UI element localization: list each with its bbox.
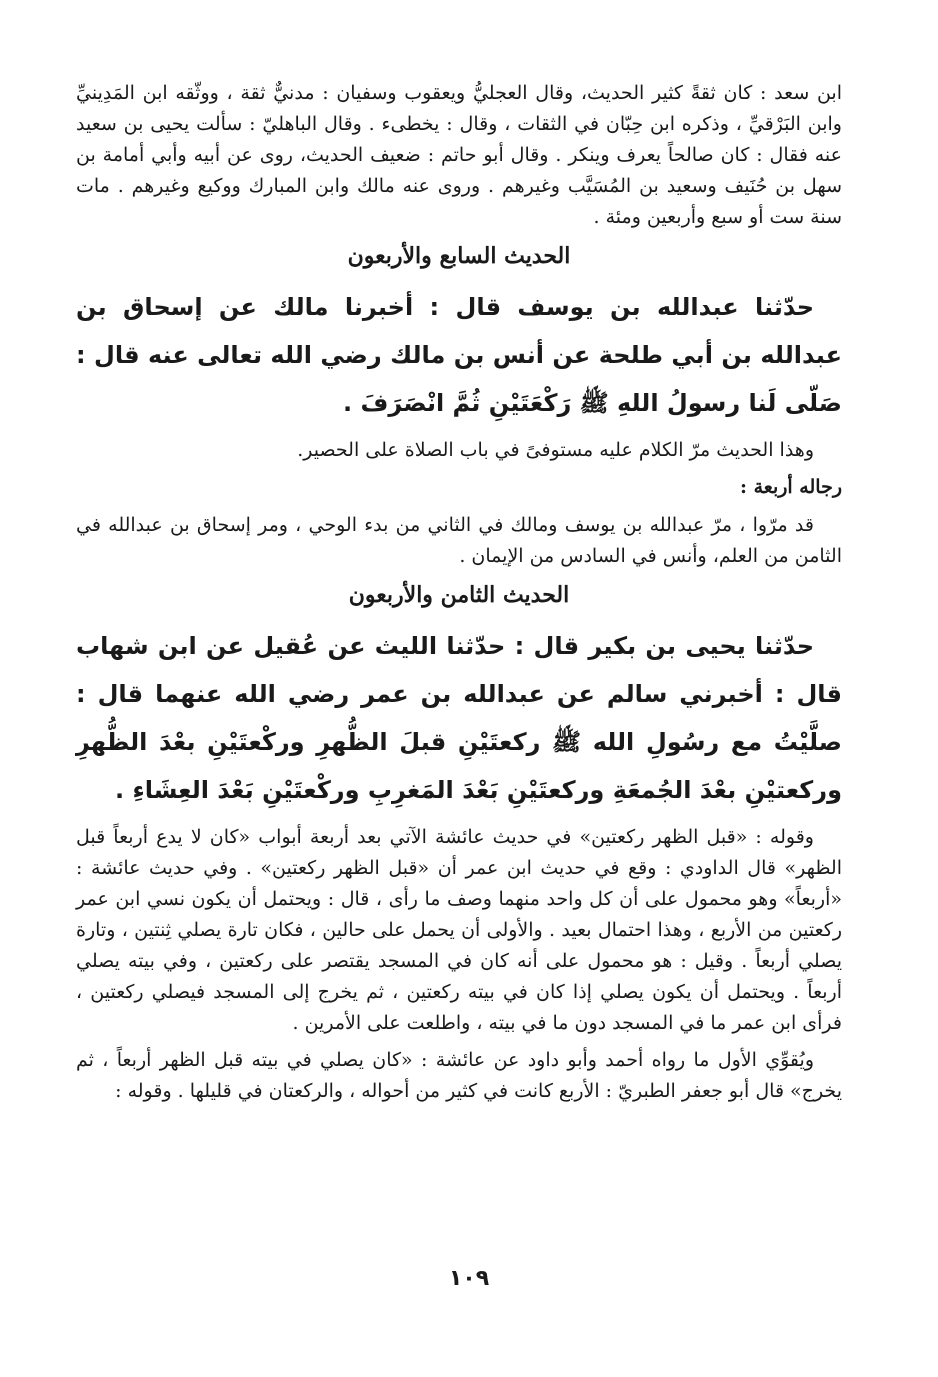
paragraph-narrators-47: قد مرّوا ، مرّ عبدالله بن يوسف ومالك في الثاني من بدء الوحي ، ومر إسحاق بن عبدالله في الثامن من العلم، وأنس في السادس من الإيمان .: [76, 514, 842, 567]
paragraph-narrator-bio: ابن سعد : كان ثقةً كثير الحديث، وقال العجليُّ ويعقوب وسفيان : مدنيٌّ ثقة ، ووثّقه ابن المَدِينيِّ وابن البَرْقيِّ ، وذكره ابن حِبّان في الثقات ، وقال : يخطىء . وقال الباهليّ : سألت يحيى بن سعيد عنه فقال : كان صالحاً يعرف وينكر . وقال أبو حاتم : ضعيف الحديث، روى عن أبيه وأبي أمامة بن سهل بن حُنَيف وسعيد بن المُسَيَّب وغيرهم . وروى عنه مالك وابن المبارك ووكيع وغيرهم . مات سنة ست أو سبع وأربعين ومئة .: [76, 82, 842, 228]
paragraph-commentary-47: وهذا الحديث مرّ الكلام عليه مستوفىً في باب الصلاة على الحصير.: [297, 439, 814, 461]
subheading-narrators: رجاله أربعة :: [739, 476, 842, 498]
heading-hadith-48: الحديث الثامن والأربعون: [348, 582, 570, 608]
page-number: ١٠٩: [448, 1266, 490, 1291]
page-body: [76, 78, 842, 1113]
paragraph-commentary-48: وقوله : «قبل الظهر ركعتين» في حديث عائشة الآتي بعد أربعة أبواب «كان لا يدع أربعاً قبل الظهر» قال الداودي : وقع في حديث ابن عمر أن «قبل الظهر ركعتين» . وفي حديث عائشة : «أربعاً» وهو محمول على أن كل واحد منهما وصف ما رأى ، قال : ويحتمل أن يكون نسي ابن عمر ركعتين من الأربع ، وهذا احتمال بعيد . والأولى أن يحمل على حالين ، فكان تارة يصلي ثِنتين ، وتارة يصلي أربعاً . وقيل : هو محمول على أنه كان في المسجد يقتصر على ركعتين ، وفي بيته يصلي أربعاً . ويحتمل أن يكون يصلي إذا كان في بيته ركعتين ، ثم يخرج إلى المسجد فيصلي ركعتين ، فرأى ابن عمر ما في المسجد دون ما في بيته ، واطلعت على الأمرين .: [76, 826, 842, 1034]
hadith-48-text: حدّثنا يحيى بن بكير قال : حدّثنا الليث عن عُقيل عن ابن شهاب قال : أخبرني سالم عن عبدالله بن عمر رضي الله عنهما قال : صلَّيْتُ مع رسُولِ الله ﷺ ركعتَيْنِ قبلَ الظُّهرِ وركْعتَيْنِ بعْدَ الظُّهرِ وركعتيْنِ بعْدَ الجُمعَةِ وركعتَيْنِ بَعْدَ المَغرِبِ وركْعتَيْنِ بَعْدَ العِشَاءِ .: [76, 632, 842, 804]
hadith-47-text: حدّثنا عبدالله بن يوسف قال : أخبرنا مالك عن إسحاق بن عبدالله بن أبي طلحة عن أنس بن مالك رضي الله تعالى عنه قال : صَلّى لَنا رسولُ اللهِ ﷺ رَكْعَتَيْنِ ثُمَّ انْصَرَفَ .: [76, 293, 842, 417]
heading-hadith-47: الحديث السابع والأربعون: [347, 243, 571, 269]
paragraph-commentary-48-cont: ويُقوِّي الأول ما رواه أحمد وأبو داود عن عائشة : «كان يصلي في بيته قبل الظهر أربعاً ، ثم يخرج» قال أبو جعفر الطبريّ : الأربع كانت في كثير من أحواله ، والركعتان في قليلها . وقوله :: [76, 1049, 842, 1102]
